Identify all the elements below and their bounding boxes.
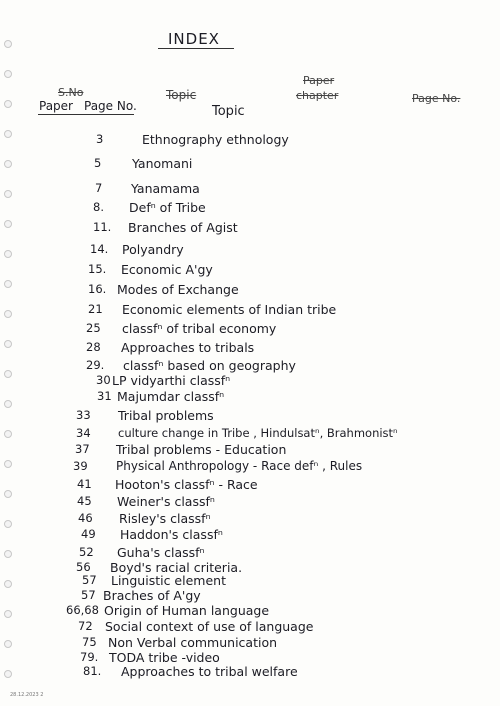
entry-page: 31: [97, 389, 112, 403]
entry-page: 5: [94, 156, 102, 170]
entry-page: 37: [75, 442, 90, 456]
entry-page: 49: [81, 527, 96, 541]
entry-topic: Linguistic element: [111, 573, 226, 588]
entry-topic: classfⁿ based on geography: [123, 358, 296, 373]
header-topic: Topic: [212, 104, 245, 119]
entry-page: 7: [95, 181, 103, 195]
page-title: INDEX: [168, 30, 220, 48]
header-page-no-struck: Page No.: [412, 92, 461, 105]
entry-page: 11.: [93, 220, 112, 234]
entry-page: 81.: [83, 664, 102, 678]
entry-topic: Physical Anthropology - Race defⁿ , Rules: [116, 459, 363, 473]
entry-topic: Hooton's classfⁿ - Race: [115, 477, 258, 492]
entry-topic: Approaches to tribal welfare: [121, 664, 298, 679]
entry-topic: Yanamama: [131, 181, 200, 196]
entry-topic: Majumdar classfⁿ: [117, 389, 225, 404]
header-topic-struck: Topic: [166, 88, 197, 102]
entry-topic: Branches of Agist: [128, 220, 238, 235]
entry-topic: Economic elements of Indian tribe: [122, 302, 337, 317]
entry-page: 46: [78, 511, 93, 525]
entry-page: 33: [76, 408, 91, 422]
header-page-no: Page No.: [84, 99, 137, 113]
entry-topic: Boyd's racial criteria.: [110, 560, 243, 575]
header-sno-struck: S.No: [58, 86, 84, 99]
entry-topic: Origin of Human language: [104, 603, 270, 618]
entry-page: 3: [96, 132, 104, 146]
entry-page: 14.: [90, 242, 109, 256]
entry-page: 45: [77, 494, 92, 508]
entry-page: 66,68: [66, 603, 99, 617]
entry-page: 30: [96, 373, 111, 387]
entry-page: 56: [76, 560, 91, 574]
entry-topic: Defⁿ of Tribe: [129, 200, 206, 215]
entry-topic: Tribal problems: [118, 408, 214, 423]
entry-topic: Ethnography ethnology: [142, 132, 289, 147]
entry-topic: Polyandry: [122, 242, 184, 257]
entry-page: 8.: [93, 200, 104, 214]
entry-page: 16.: [88, 282, 107, 296]
entry-topic: Weiner's classfⁿ: [117, 494, 215, 509]
entry-page: 57: [82, 573, 97, 587]
entry-topic: Social context of use of language: [105, 619, 314, 634]
entry-topic: Risley's classfⁿ: [119, 511, 211, 526]
entry-page: 79.: [80, 650, 99, 664]
entry-topic: classfⁿ of tribal economy: [122, 321, 277, 336]
entry-topic: Braches of A'gy: [103, 588, 201, 603]
entry-page: 72: [78, 619, 93, 633]
header-paper-struck: Paper: [303, 74, 335, 87]
entry-page: 25: [86, 321, 101, 335]
scan-footer-stamp: 28.12.2023 2: [10, 692, 44, 698]
entry-page: 29.: [86, 358, 105, 372]
entry-page: 52: [79, 545, 94, 559]
entry-page: 57: [81, 588, 96, 602]
entry-topic: culture change in Tribe , Hindulsatⁿ, Brahmonistⁿ: [118, 426, 398, 440]
entry-topic: Guha's classfⁿ: [117, 545, 205, 560]
header-paper: Paper: [39, 99, 73, 113]
entry-page: 15.: [88, 262, 107, 276]
entry-page: 34: [76, 426, 91, 440]
entry-topic: Economic A'gy: [121, 262, 213, 277]
entry-topic: TODA tribe -video: [109, 650, 220, 665]
entry-topic: Non Verbal communication: [108, 635, 278, 650]
header-underline: [38, 114, 134, 115]
entry-page: 39: [73, 459, 88, 473]
entry-page: 41: [77, 477, 92, 491]
entry-topic: LP vidyarthi classfⁿ: [112, 373, 231, 388]
entry-page: 21: [88, 302, 103, 316]
title-underline: [158, 48, 234, 49]
entry-topic: Modes of Exchange: [117, 282, 239, 297]
entry-topic: Approaches to tribals: [121, 340, 255, 355]
entry-page: 75: [82, 635, 97, 649]
entry-page: 28: [86, 340, 101, 354]
entry-topic: Yanomani: [132, 156, 193, 171]
entry-topic: Haddon's classfⁿ: [120, 527, 223, 542]
header-chapter-struck: chapter: [296, 89, 339, 102]
entry-topic: Tribal problems - Education: [116, 442, 287, 457]
